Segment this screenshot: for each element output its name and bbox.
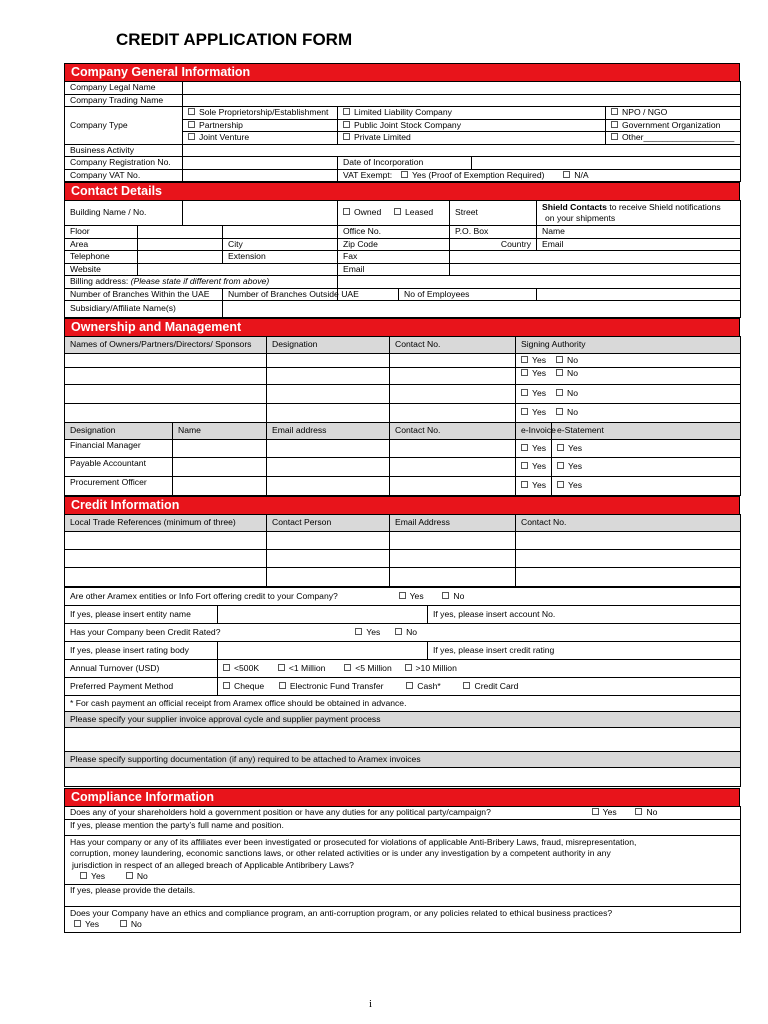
credit-rating-label: If yes, please insert credit rating <box>428 642 741 660</box>
page-number: i <box>369 998 373 1010</box>
role-financial-manager: Financial Manager <box>65 440 173 458</box>
account-no-label: If yes, please insert account No. <box>428 606 741 624</box>
payment-option-eft[interactable]: Electronic Fund Transfer <box>279 681 384 691</box>
ref-person-field[interactable] <box>267 568 390 587</box>
vat-na-option[interactable]: N/A <box>563 170 588 180</box>
credit-refs-table <box>64 514 741 587</box>
checkbox-icon <box>442 592 449 599</box>
checkbox-icon <box>635 808 642 815</box>
street-label: Street <box>450 201 537 226</box>
rated-no-option[interactable]: No <box>395 627 417 637</box>
section-contact-details: Contact Details <box>64 182 740 200</box>
ref-contact-field[interactable] <box>516 532 741 550</box>
website-field[interactable] <box>138 263 338 276</box>
legal-name-label: Company Legal Name <box>65 82 183 95</box>
building-label: Building Name / No. <box>65 201 183 226</box>
checkbox-icon <box>395 628 402 635</box>
checkbox-icon <box>399 592 406 599</box>
checkbox-icon[interactable] <box>521 369 528 376</box>
checkbox-icon <box>80 872 87 879</box>
role-contact-field[interactable] <box>390 440 516 458</box>
signing-authority-header: Signing Authority <box>516 337 741 354</box>
fax-field[interactable] <box>450 251 741 264</box>
role-name-field[interactable] <box>173 458 267 477</box>
type-option-joint-venture[interactable]: Joint Venture <box>183 132 338 145</box>
approval-cycle-label: Please specify your supplier invoice approval cycle and supplier payment process <box>65 712 741 728</box>
company-type-label: Company Type <box>65 107 183 145</box>
owners-names-header: Names of Owners/Partners/Directors/ Sponsors <box>65 337 267 354</box>
vat-exempt-row <box>338 169 741 182</box>
checkbox-icon <box>405 664 412 671</box>
checkbox-icon[interactable] <box>556 356 563 363</box>
checkbox-icon <box>223 682 230 689</box>
signing-options: Yes No <box>516 354 741 368</box>
checkbox-icon[interactable] <box>556 369 563 376</box>
credit-details-table <box>64 587 741 787</box>
employees-field[interactable] <box>537 288 741 301</box>
ethics-no-option[interactable]: No <box>120 919 142 929</box>
trade-refs-header: Local Trade References (minimum of three) <box>65 515 267 532</box>
role-contact-field[interactable] <box>390 477 516 496</box>
ref-contact-field[interactable] <box>516 568 741 587</box>
aramex-yes-option[interactable]: Yes <box>399 591 424 601</box>
checkbox-icon <box>611 121 618 128</box>
checkbox-icon <box>343 208 350 215</box>
owner-contact-field[interactable] <box>390 354 516 368</box>
einvoice-option[interactable]: Yes <box>516 477 552 496</box>
vat-no-label: Company VAT No. <box>65 169 183 182</box>
subsidiary-label: Subsidiary/Affiliate Name(s) <box>65 301 223 318</box>
checkbox-icon <box>521 462 528 469</box>
area-label: Area <box>65 238 138 251</box>
owner-name-field[interactable] <box>65 404 267 423</box>
bribery-no-option[interactable]: No <box>126 871 148 881</box>
type-option-llc[interactable]: Limited Liability Company <box>338 107 606 120</box>
aramex-no-option[interactable]: No <box>442 591 464 601</box>
checkbox-icon <box>188 108 195 115</box>
owner-designation-field[interactable] <box>267 385 390 404</box>
approval-cycle-field[interactable] <box>65 728 741 752</box>
type-option-other[interactable]: Other___________________ <box>606 132 741 145</box>
contact-details-table <box>64 200 741 318</box>
po-box-label: P.O. Box <box>450 226 537 239</box>
estatement-option[interactable]: Yes <box>552 440 741 458</box>
turnover-option[interactable]: <5 Million <box>344 663 392 673</box>
shield-contacts-note: Shield Contacts to receive Shield notifications on your shipments <box>537 201 741 226</box>
contacts-name-header: Name <box>173 423 267 440</box>
checkbox-icon <box>557 462 564 469</box>
role-name-field[interactable] <box>173 440 267 458</box>
role-payable-accountant: Payable Accountant <box>65 458 173 477</box>
turnover-options <box>218 660 741 678</box>
checkbox-icon <box>74 920 81 927</box>
credit-application-form <box>64 63 740 933</box>
role-email-field[interactable] <box>267 477 390 496</box>
business-activity-label: Business Activity <box>65 144 183 157</box>
vat-exempt-label: VAT Exempt: <box>343 169 393 180</box>
einvoice-header: e-Invoice <box>516 423 552 440</box>
contacts-contact-header: Contact No. <box>390 423 516 440</box>
payment-method-label: Preferred Payment Method <box>65 678 218 696</box>
billing-address-field[interactable] <box>338 276 741 289</box>
floor-label: Floor <box>65 226 138 239</box>
owner-designation-field[interactable] <box>267 404 390 423</box>
telephone-label: Telephone <box>65 251 138 264</box>
payment-option-cheque[interactable]: Cheque <box>223 681 264 691</box>
checkbox-icon[interactable] <box>521 389 528 396</box>
checkbox-icon[interactable] <box>521 356 528 363</box>
payment-option-cash[interactable]: Cash* <box>406 681 440 691</box>
checkbox-icon[interactable] <box>556 389 563 396</box>
checkbox-icon <box>188 121 195 128</box>
website-label: Website <box>65 263 138 276</box>
vat-yes-option[interactable]: Yes (Proof of Exemption Required) <box>401 170 544 180</box>
type-option-pjsc[interactable]: Public Joint Stock Company <box>338 119 606 132</box>
bribery-details-label: If yes, please provide the details. <box>65 884 741 906</box>
supporting-docs-field[interactable] <box>65 768 741 787</box>
billing-address-label: Billing address: (Please state if different from above) <box>65 276 338 289</box>
telephone-field[interactable] <box>138 251 223 264</box>
rating-body-field[interactable] <box>218 642 428 660</box>
party-details-label: If yes, please mention the party’s full name and position. <box>65 819 741 835</box>
date-incorporation-field[interactable] <box>472 157 741 170</box>
trading-name-field[interactable] <box>183 94 741 107</box>
credit-rated-question: Has your Company been Credit Rated? Yes No <box>65 624 741 642</box>
vat-no-field[interactable] <box>183 169 338 182</box>
type-option-sole[interactable]: Sole Proprietorship/Establishment <box>183 107 338 120</box>
email2-field[interactable] <box>450 263 741 276</box>
checkbox-icon <box>611 133 618 140</box>
role-contact-field[interactable] <box>390 458 516 477</box>
compliance-table <box>64 806 741 933</box>
checkbox-icon[interactable] <box>521 408 528 415</box>
rated-yes-option[interactable]: Yes <box>355 627 380 637</box>
checkbox-icon <box>126 872 133 879</box>
type-option-npo[interactable]: NPO / NGO <box>606 107 741 120</box>
registration-no-field[interactable] <box>183 157 338 170</box>
trade-ref-field[interactable] <box>65 568 267 587</box>
owned-option[interactable]: Owned <box>343 207 381 217</box>
section-compliance: Compliance Information <box>64 788 740 806</box>
checkbox-icon <box>343 121 350 128</box>
supporting-docs-label: Please specify supporting documentation (if any) required to be attached to Aramex invoices <box>65 752 741 768</box>
name-label: Name <box>537 226 741 239</box>
checkbox-icon <box>611 108 618 115</box>
owners-designation-header: Designation <box>267 337 390 354</box>
ownership-options <box>338 201 450 226</box>
owners-contact-header: Contact No. <box>390 337 516 354</box>
checkbox-icon <box>563 171 570 178</box>
email-label: Email <box>537 238 741 251</box>
email2-label: Email <box>338 263 450 276</box>
ref-person-field[interactable] <box>267 532 390 550</box>
owner-name-field[interactable] <box>65 368 267 385</box>
legal-name-field[interactable] <box>183 82 741 95</box>
signing-options: Yes No <box>516 404 741 423</box>
contacts-email-header: Email address <box>267 423 390 440</box>
section-credit: Credit Information <box>64 496 740 514</box>
entity-name-field[interactable] <box>218 606 428 624</box>
role-email-field[interactable] <box>267 458 390 477</box>
owner-name-field[interactable] <box>65 385 267 404</box>
estatement-option[interactable]: Yes <box>552 477 741 496</box>
checkbox-icon <box>592 808 599 815</box>
bribery-yes-option[interactable]: Yes <box>80 871 105 881</box>
checkbox-icon <box>394 208 401 215</box>
checkbox-icon <box>521 444 528 451</box>
trade-ref-field[interactable] <box>65 550 267 568</box>
area-field[interactable] <box>138 238 223 251</box>
ethics-program-question: Does your Company have an ethics and compliance program, an anti-corruption program, or any policies related to ethical business practices? Yes No <box>65 906 741 932</box>
checkbox-icon <box>344 664 351 671</box>
anti-bribery-question: Has your company or any of its affiliates ever been investigated or prosecuted for violations of applicable Anti-Bribery Laws, fraud, misrepresentation, corruption, money laundering, economic sanctions laws, or other related activities or is under any investigation by a competent authority in any jurisdiction in respect of an alleged breach of Applicable Antibribery Laws? Yes No <box>65 835 741 884</box>
einvoice-option[interactable]: Yes <box>516 458 552 477</box>
subsidiary-field[interactable] <box>223 301 741 318</box>
aramex-credit-question: Are other Aramex entities or Info Fort offering credit to your Company? Yes No <box>65 588 741 606</box>
ref-person-header: Contact Person <box>267 515 390 532</box>
office-no-label: Office No. <box>338 226 450 239</box>
owner-designation-field[interactable] <box>267 354 390 368</box>
ref-person-field[interactable] <box>267 550 390 568</box>
ethics-yes-option[interactable]: Yes <box>74 919 99 929</box>
political-position-question: Does any of your shareholders hold a government position or have any duties for any political party/campaign? Yes No <box>65 807 741 820</box>
company-general-table <box>64 81 741 182</box>
estatement-option[interactable]: Yes <box>552 458 741 477</box>
country-label: Country <box>450 238 537 251</box>
zip-label: Zip Code <box>338 238 450 251</box>
rating-body-label: If yes, please insert rating body <box>65 642 218 660</box>
checkbox-icon[interactable] <box>556 408 563 415</box>
role-email-field[interactable] <box>267 440 390 458</box>
section-company-general: Company General Information <box>64 63 740 81</box>
ownership-table <box>64 336 741 496</box>
turnover-option[interactable]: <500K <box>223 663 259 673</box>
political-no-option[interactable]: No <box>635 807 657 817</box>
payment-options <box>218 678 741 696</box>
ref-email-header: Email Address <box>390 515 516 532</box>
checkbox-icon <box>521 481 528 488</box>
form-title: CREDIT APPLICATION FORM <box>116 30 353 49</box>
leased-option[interactable]: Leased <box>394 207 433 217</box>
checkbox-icon <box>188 133 195 140</box>
ref-email-field[interactable] <box>390 550 516 568</box>
checkbox-icon <box>401 171 408 178</box>
floor-field[interactable] <box>138 226 223 239</box>
owner-designation-field[interactable] <box>267 368 390 385</box>
checkbox-icon <box>463 682 470 689</box>
checkbox-icon <box>343 133 350 140</box>
checkbox-icon <box>120 920 127 927</box>
cash-payment-note: * For cash payment an official receipt from Aramex office should be obtained in advance. <box>65 696 741 712</box>
owner-contact-field[interactable] <box>390 404 516 423</box>
employees-label: No of Employees <box>399 288 537 301</box>
type-option-partnership[interactable]: Partnership <box>183 119 338 132</box>
checkbox-icon <box>557 444 564 451</box>
owner-contact-field[interactable] <box>390 385 516 404</box>
type-option-government[interactable]: Government Organization <box>606 119 741 132</box>
role-procurement-officer: Procurement Officer <box>65 477 173 496</box>
checkbox-icon <box>557 481 564 488</box>
checkbox-icon <box>406 682 413 689</box>
turnover-label: Annual Turnover (USD) <box>65 660 218 678</box>
payment-option-credit-card[interactable]: Credit Card <box>463 681 518 691</box>
political-yes-option[interactable]: Yes <box>592 807 617 817</box>
ref-contact-header: Contact No. <box>516 515 741 532</box>
checkbox-icon <box>223 664 230 671</box>
contacts-designation-header: Designation <box>65 423 173 440</box>
type-option-private-limited[interactable]: Private Limited <box>338 132 606 145</box>
trading-name-label: Company Trading Name <box>65 94 183 107</box>
turnover-option[interactable]: >10 Million <box>405 663 457 673</box>
business-activity-field[interactable] <box>183 144 741 157</box>
signing-options: Yes No <box>516 368 741 385</box>
ref-email-field[interactable] <box>390 568 516 587</box>
building-field[interactable] <box>183 201 338 226</box>
city-label: City <box>223 238 338 251</box>
checkbox-icon <box>343 108 350 115</box>
owner-contact-field[interactable] <box>390 368 516 385</box>
branches-outside-label: Number of Branches Outside UAE <box>223 288 338 301</box>
branches-uae-label: Number of Branches Within the UAE <box>65 288 223 301</box>
extension-label: Extension <box>223 251 338 264</box>
trade-ref-field[interactable] <box>65 532 267 550</box>
role-name-field[interactable] <box>173 477 267 496</box>
checkbox-icon <box>278 664 285 671</box>
section-ownership: Ownership and Management <box>64 318 740 336</box>
checkbox-icon <box>279 682 286 689</box>
einvoice-option[interactable]: Yes <box>516 440 552 458</box>
date-incorporation-label: Date of Incorporation <box>338 157 472 170</box>
turnover-option[interactable]: <1 Million <box>278 663 326 673</box>
fax-label: Fax <box>338 251 450 264</box>
checkbox-icon <box>355 628 362 635</box>
owner-name-field[interactable] <box>65 354 267 368</box>
ref-email-field[interactable] <box>390 532 516 550</box>
signing-options: Yes No <box>516 385 741 404</box>
ref-contact-field[interactable] <box>516 550 741 568</box>
registration-no-label: Company Registration No. <box>65 157 183 170</box>
entity-name-label: If yes, please insert entity name <box>65 606 218 624</box>
estatement-header: e-Statement <box>552 423 741 440</box>
